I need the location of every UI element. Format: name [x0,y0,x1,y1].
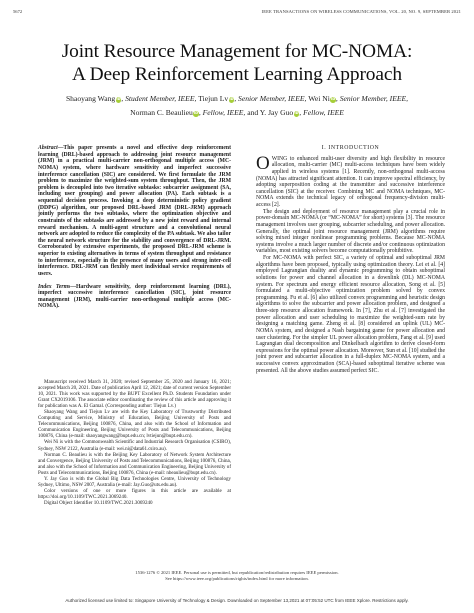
abstract-text: —This paper presents a novel and effective deep reinforcement learning (DRL)-based approach to addressing joint resource management (JRM) in a practical multi-carrier non-orthogonal multiple access (MC-NOMA) system, where hardware sensitivity and imperfect successive interference cancellation (SIC) are considered. We first formulate the JRM problem to maximize the weighted-sum system throughput. Then, the JRM problem is decoupled into two iterative subtasks: subcarrier assignment (SA, including user grouping) and power allocation (PA). Each subtask is a sequential decision process. Invoking a deep deterministic policy gradient (DDPG) algorithm, our proposed DRL-based JRM (DRL-JRM) approach jointly performs the two subtasks, where the optimization objective and constraints of the subtasks are addressed by a new joint reward and internal reward mechanism. A multi-agent structure and a convolutional neural network are adopted to reduce the complexity of the PA subtask. We also tailor the neural network structure for the stability and convergence of DRL-JRM. Corroborated by extensive experiments, the proposed DRL-JRM scheme is superior to existing alternatives in terms of system throughput and resistance to interference, especially in the presence of many users and strong inter-cell interference. DRL-JRM can flexibly meet individual service requirements of users. [38,145,231,277]
author-name: Wei Ni [308,94,330,103]
footnote: Wei Ni is with the Commonwealth Scientific and Industrial Research Organisation (CSIRO), Sydney, NSW 2122, Australia (e-mail: wei.ni@data61.csiro.au). [38,440,231,452]
author-role: , Student Member, IEEE, [121,94,199,103]
orcid-icon[interactable]: iD [229,97,234,101]
footnote: Shaoyang Wang and Tiejun Lv are with the Key Laboratory of Trustworthy Distributed Computing and Service, Ministry of Education, Beijing University of Posts and Telecommunications, Beijing 100876, China, and also with the School of Information and Communication Engineering, Beijing University of Posts and Telecommunications, Beijing 100876, China (e-mail: shaoyangwang@bupt.edu.cn; lvtiejun@bupt.edu.cn). [38,410,231,440]
author-list [16,92,458,120]
paper-title [30,41,444,86]
body-paragraph: The design and deployment of resource management play a crucial role in power-domain MC-NOMA (or “MC-NOMA” for short) systems [3]. The resource management involves user grouping, subcarrier scheduling, and power allocation. Generally, the optimal joint resource management (JRM) algorithms require solving mixed integer nonlinear programming problems. Because MC-NOMA systems involve a much larger number of discrete and/or continuous optimization variables, most existing solvers become computationally prohibitive. [256,208,445,255]
author-name: Tiejun Lv [198,94,229,103]
intro-paragraph [256,152,445,209]
author-name: Norman C. Beaulieu [130,108,193,117]
section-heading: I. INTRODUCTION [321,145,380,151]
author-role: , Fellow, IEEE, [198,108,248,117]
copyright-notice [60,570,414,582]
drop-cap: O [256,152,270,174]
journal-header: IEEE TRANSACTIONS ON WIRELESS COMMUNICATIONS, VOL. 20, NO. 9, SEPTEMBER 2021 [261,9,461,14]
title-line-2: A Deep Reinforcement Learning Approach [71,63,403,85]
copyright-line-2: See https://www.ieee.org/publications/rights/index.html for more information. [165,576,309,581]
orcid-icon[interactable]: iD [116,97,121,101]
author-line-2 [16,106,458,120]
intro-text: WING to enhanced multi-user diversity and high flexibility in resource allocation, multi-carrier (MC) multi-access techniques have been widely applied in wireless systems [1]. Recently, non-orthogonal multi-access (NOMA) has attracted significant attention. It can improve spectral efficiency, by adopting superposition coding at the transmitter and successive interference cancellation (SIC) at the receiver. Combining MC and NOMA techniques, MC-NOMA extends the technical legacy of orthogonal frequency-division multi-access [2]. [256,155,445,208]
index-terms-lead: Index Terms [38,283,71,290]
running-head [13,9,461,17]
footnote: Color versions of one or more figures in this article are available at https://doi.org/10.1109/TWC.2021.3069240. [38,488,231,500]
footnote: Norman C. Beaulieu is with the Beijing Key Laboratory of Network System Architecture and Convergence, Beijing University of Posts and Telecommunications, Beijing 100876, China, and also with the School of Information and Communication Engineering, Beijing University of Posts and Telecommunications, Beijing 100876, China (e-mail: nbeaulieu@bupt.edu.cn). [38,452,231,476]
abstract [38,145,231,278]
abstract-lead: Abstract [38,145,58,151]
author-role: , Senior Member, IEEE, [335,94,409,103]
index-terms-text: —Hardware sensitivity, deep reinforcement learning (DRL), imperfect successive interference cancellation (SIC), joint resource management (JRM), multi-carrier non-orthogonal multiple access (MC-NOMA). [38,283,231,310]
footnote: Y. Jay Guo is with the Global Big Data Technologies Centre, University of Technology Sydney, Ultimo, NSW 2007, Australia (e-mail: Jay.Guo@uts.edu.au). [38,476,231,488]
body-paragraph: For MC-NOMA with perfect SIC, a variety of optimal and suboptimal JRM algorithms have been proposed, typically using optimization theory. Lei et al. [4] employed Lagrangian duality and dynamic programming to obtain suboptimal solutions for power and channel allocation in a downlink (DL) MC-NOMA system. For spectrum and energy efficient resource allocation, Song et al. [5] formulated a multi-objective optimization problem solved by convex programming. Fu et al. [6] also utilized convex programming and heuristic design algorithms to solve the subcarrier and power allocation problem, and designed a three-step resource allocation framework. In [7], Zhu et al. [7] investigated the power allocation and user scheduling to maximize the weighted-sum rate by designing a matching game. Zheng et al. [8] considered an uplink (UL) MC-NOMA system, and designed a Nash bargaining game for power allocation and user clustering. For the simpler UL power allocation problem, Fang et al. [9] used Lagrangian dual decomposition and Dinkelbach algorithm to derive closed-form expressions for the optimal power allocation. Moreover, Sun et al. [10] studied the joint power and subcarrier allocation in a full-duplex MC-NOMA system, and a successive convex approximation (SCA)-based suboptimal iterative scheme was presented. All the above studies assumed perfect SIC. [256,255,445,374]
copyright-line-1: 1536-1276 © 2021 IEEE. Personal use is permitted, but republication/redistribution requires IEEE permission. [135,570,339,575]
orcid-icon[interactable]: iD [294,111,299,115]
author-role: , Senior Member, IEEE, [234,94,309,103]
author-line-1 [16,92,458,106]
left-column [38,145,231,310]
orcid-icon[interactable]: iD [193,111,199,115]
title-line-1: Joint Resource Management for MC-NOMA: [61,41,413,62]
page-number: 5672 [13,9,23,14]
index-terms [38,284,231,311]
license-notice: Authorized licensed use limited to: Singapore University of Technology & Design. Downloaded on September 13,2021 at 07:05:52 UTC from IEEE Xplore. Restrictions apply. [65,598,409,603]
author-role: , Fellow, IEEE [299,108,344,117]
footnote: Digital Object Identifier 10.1109/TWC.2021.3069240 [44,500,153,506]
footnotes [38,380,231,507]
author-name: and Y. Jay Guo [247,108,294,117]
right-column [256,145,445,374]
orcid-icon[interactable]: iD [331,97,336,101]
author-name: Shaoyang Wang [65,94,116,103]
footnote: Manuscript received March 31, 2020; revised September 25, 2020 and January 16, 2021; accepted March 20, 2021. Date of publication April 12, 2021; date of current version September 10, 2021. This work was supported by the BUPT Excellent Ph.D. Students Foundation under Grant CX2019106. The associate editor coordinating the review of this article and approving it for publication was A. El Gamal. (Corresponding author: Tiejun Lv.) [38,380,231,410]
